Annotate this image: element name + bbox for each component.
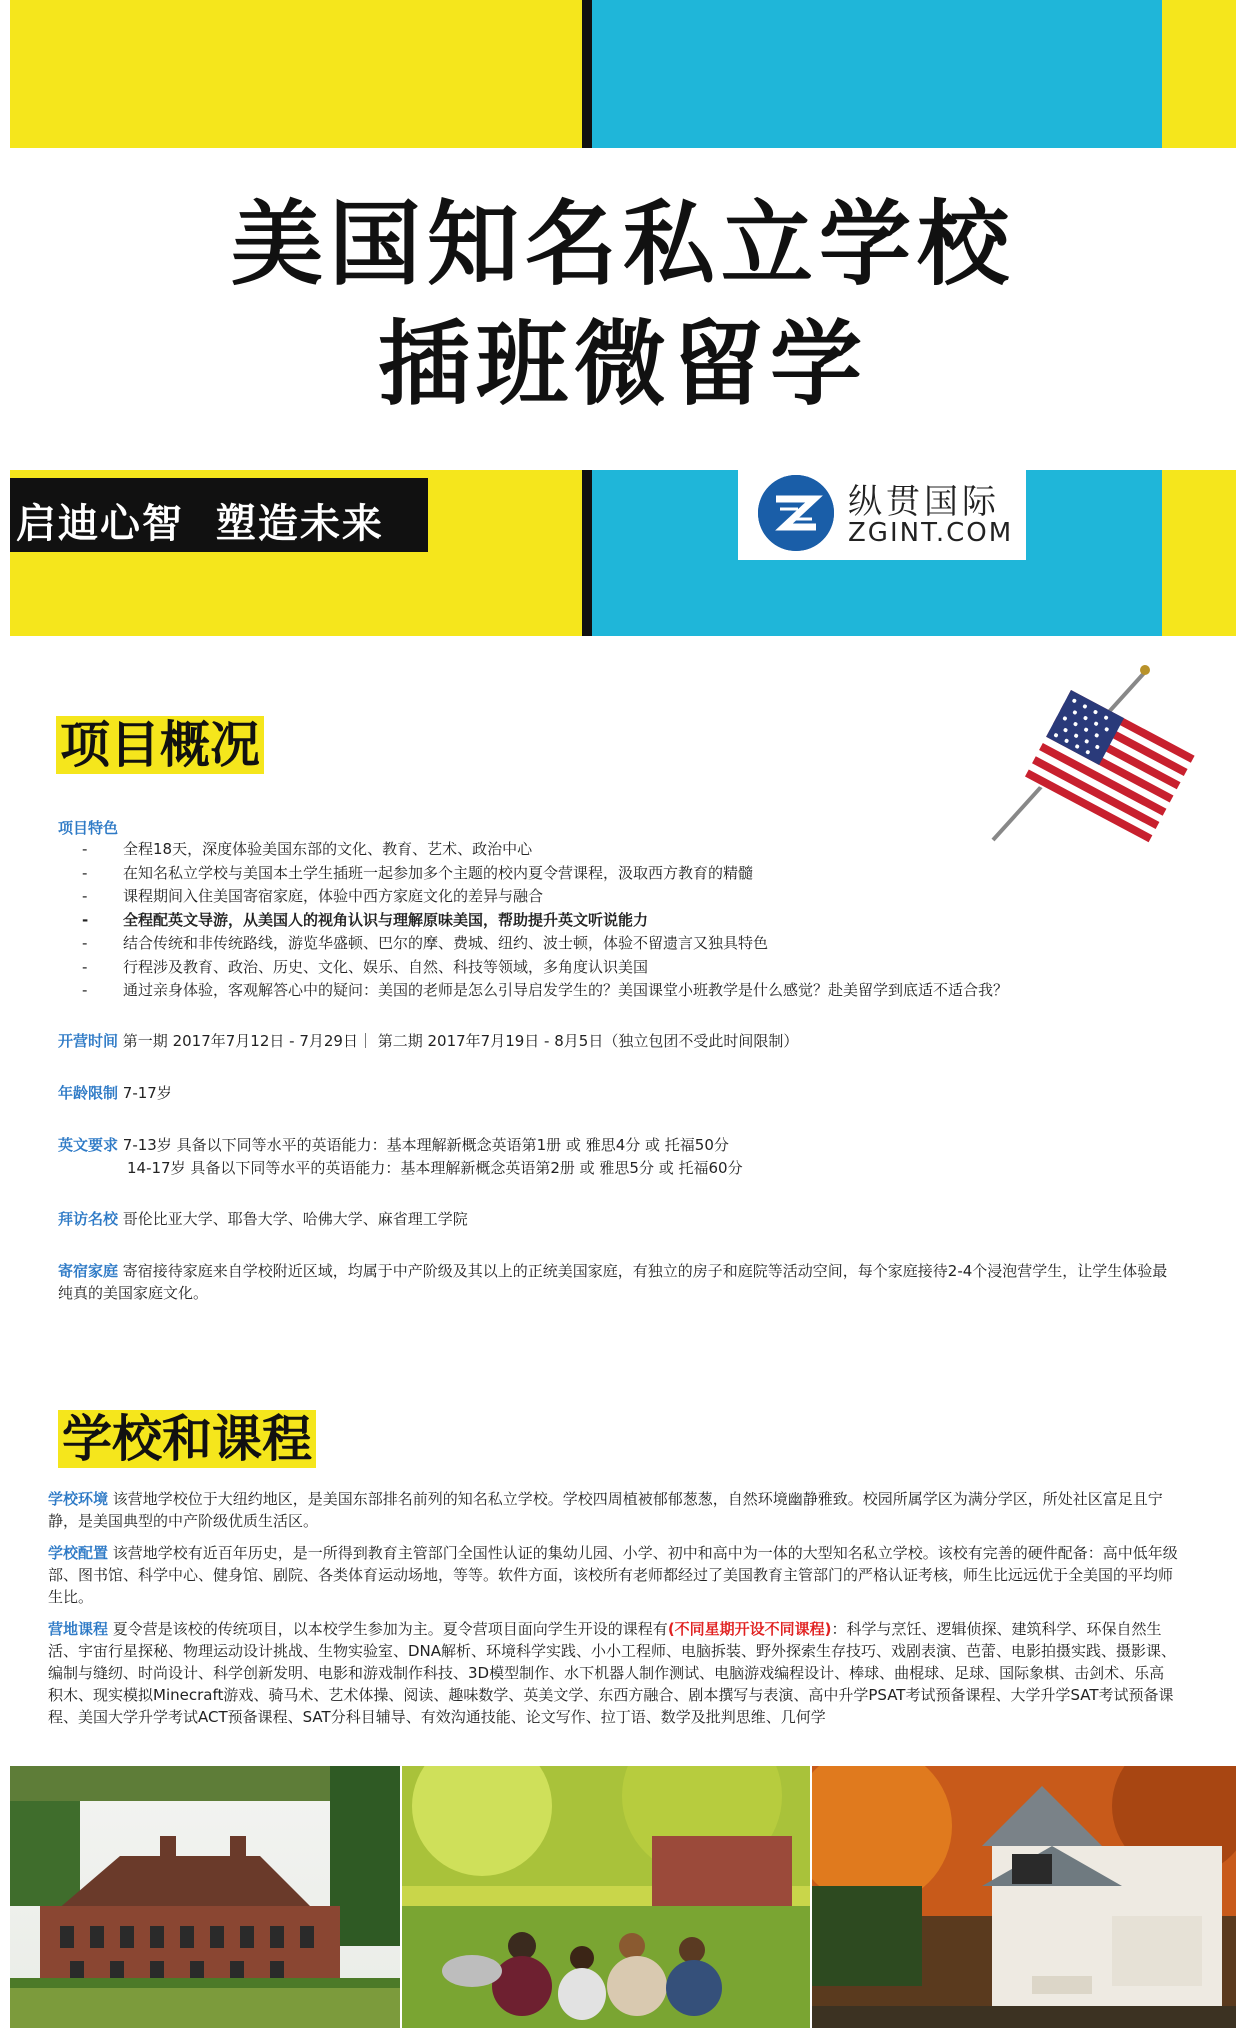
host-label: 寄宿家庭 <box>58 1262 119 1280</box>
photo-campus-building <box>10 1766 400 2028</box>
age-value: 7-17岁 <box>122 1084 172 1102</box>
camp-value-post: ：科学与烹饪、逻辑侦探、建筑科学、环保自然生活、宇宙行星探秘、物理运动设计挑战、生物实验室、DNA解析、环境科学实践、小小工程师、电脑拆装、野外探索生存技巧、戏剧表演、芭蕾、电影拍摄实践、摄影课、编制与缝纫、时尚设计、科学创新发明、电影和游戏制作科技、3D模型制作、水下机器人制作测试、电脑游戏编程设计、棒球、曲棍球、足球、国际象棋、击剑术、乐高积木、现实模拟Minecraft游戏、骑马术、艺术体操、阅读、趣味数学、英美文学、东西方融合、剧本撰写与表演、高中升学PSAT考试预备课程、大学升学SAT考试预备课程、美国大学升学考试ACT预备课程、SAT分科目辅导、有效沟通技能、论文写作、拉丁语、数学及批判思维、几何学 <box>48 1620 1177 1726</box>
brand-logo <box>738 466 1026 560</box>
host-row <box>58 1260 1178 1304</box>
env-label: 学校环境 <box>48 1490 109 1508</box>
age-row <box>58 1082 1188 1104</box>
host-value: 寄宿接待家庭来自学校附近区域，均属于中产阶级及其以上的正统美国家庭，有独立的房子和庭院等活动空间，每个家庭接待2-4个浸泡营学生，让学生体验最纯真的美国家庭文化。 <box>58 1262 1168 1302</box>
list-item: - 通过亲身体验，客观解答心中的疑问：美国的老师是怎么引导启发学生的？美国课堂小班教学是什么感觉？赴美留学到底适不适合我？ <box>60 979 1180 1003</box>
dates-label: 开营时间 <box>58 1032 119 1050</box>
english-value-2: 14-17岁 具备以下同等水平的英语能力：基本理解新概念英语第2册 或 雅思5分 或 托福60分 <box>127 1159 743 1177</box>
page-title-line2: 插班微留学 <box>377 311 868 418</box>
list-item: - 在知名私立学校与美国本土学生插班一起参加多个主题的校内夏令营课程，汲取西方教育的精髓 <box>60 862 1180 886</box>
dates-row <box>58 1030 1188 1052</box>
list-item: - 课程期间入住美国寄宿家庭，体验中西方家庭文化的差异与融合 <box>60 885 1180 909</box>
list-item: - 结合传统和非传统路线，游览华盛顿、巴尔的摩、费城、纽约、波士顿，体验不留遗言又独具特色 <box>60 932 1180 956</box>
english-label: 英文要求 <box>58 1136 119 1154</box>
dates-value: 第一期 2017年7月12日 - 7月29日｜ 第二期 2017年7月19日 - 8月5日（独立包团不受此时间限制） <box>122 1032 799 1050</box>
visit-row <box>58 1208 1188 1230</box>
header-divider <box>582 0 592 148</box>
env-row <box>48 1488 1178 1532</box>
features-label: 项目特色 <box>58 819 119 837</box>
section-heading-overview: 项目概况 <box>56 716 264 774</box>
slogan-bar <box>10 478 428 552</box>
section-heading-school: 学校和课程 <box>58 1410 316 1468</box>
page-title-line1: 美国知名私立学校 <box>230 191 1015 298</box>
list-item: - 行程涉及教育、政治、历史、文化、娱乐、自然、科技等领域，多角度认识美国 <box>60 956 1180 980</box>
camp-value-pre: 夏令营是该校的传统项目，以本校学生参加为主。夏令营项目面向学生开设的课程有 <box>112 1620 668 1638</box>
photo-residence-hall <box>812 1766 1236 2028</box>
logo-mark-icon <box>758 475 834 551</box>
list-item: - 全程配英文导游，从美国人的视角认识与理解原味美国，帮助提升英文听说能力 <box>60 909 1180 933</box>
age-label: 年龄限制 <box>58 1084 119 1102</box>
band-yellow-right <box>1162 470 1236 636</box>
config-label: 学校配置 <box>48 1544 109 1562</box>
visit-value: 哥伦比亚大学、耶鲁大学、哈佛大学、麻省理工学院 <box>122 1210 468 1228</box>
env-value: 该营地学校位于大纽约地区，是美国东部排名前列的知名私立学校。学校四周植被郁郁葱葱，自然环境幽静雅致。校园所属学区为满分学区，所处社区富足且宁静，是美国典型的中产阶级优质生活区。 <box>48 1490 1163 1530</box>
logo-english-name: ZGINT.COM <box>848 518 1014 548</box>
features-list <box>60 838 1180 1003</box>
us-flag-image <box>985 660 1215 860</box>
config-value: 该营地学校有近百年历史，是一所得到教育主管部门全国性认证的集幼儿园、小学、初中和高中为一体的大型知名私立学校。该校有完善的硬件配备：高中低年级部、图书馆、科学中心、健身馆、剧院、各类体育运动场地，等等。软件方面，该校所有老师都经过了美国教育主管部门的严格认证考核，师生比远远优于全美国的平均师生比。 <box>48 1544 1178 1606</box>
header-yellow-right <box>1162 0 1236 148</box>
header-yellow-left <box>10 0 582 148</box>
logo-chinese-name: 纵贯国际 <box>848 482 1000 522</box>
photo-students-lawn <box>402 1766 810 2028</box>
slogan-text: 启迪心智 塑造未来 <box>16 501 384 547</box>
camp-value-note: (不同星期开设不同课程) <box>667 1620 832 1638</box>
visit-label: 拜访名校 <box>58 1210 119 1228</box>
english-row <box>58 1134 1188 1156</box>
header-cyan <box>592 0 1162 148</box>
config-row <box>48 1542 1178 1608</box>
english-value-1: 7-13岁 具备以下同等水平的英语能力：基本理解新概念英语第1册 或 雅思4分 或 托福50分 <box>122 1136 729 1154</box>
band-divider <box>582 470 592 636</box>
camp-label: 营地课程 <box>48 1620 109 1638</box>
list-item: - 全程18天，深度体验美国东部的文化、教育、艺术、政治中心 <box>60 838 1180 862</box>
camp-row <box>48 1618 1178 1728</box>
